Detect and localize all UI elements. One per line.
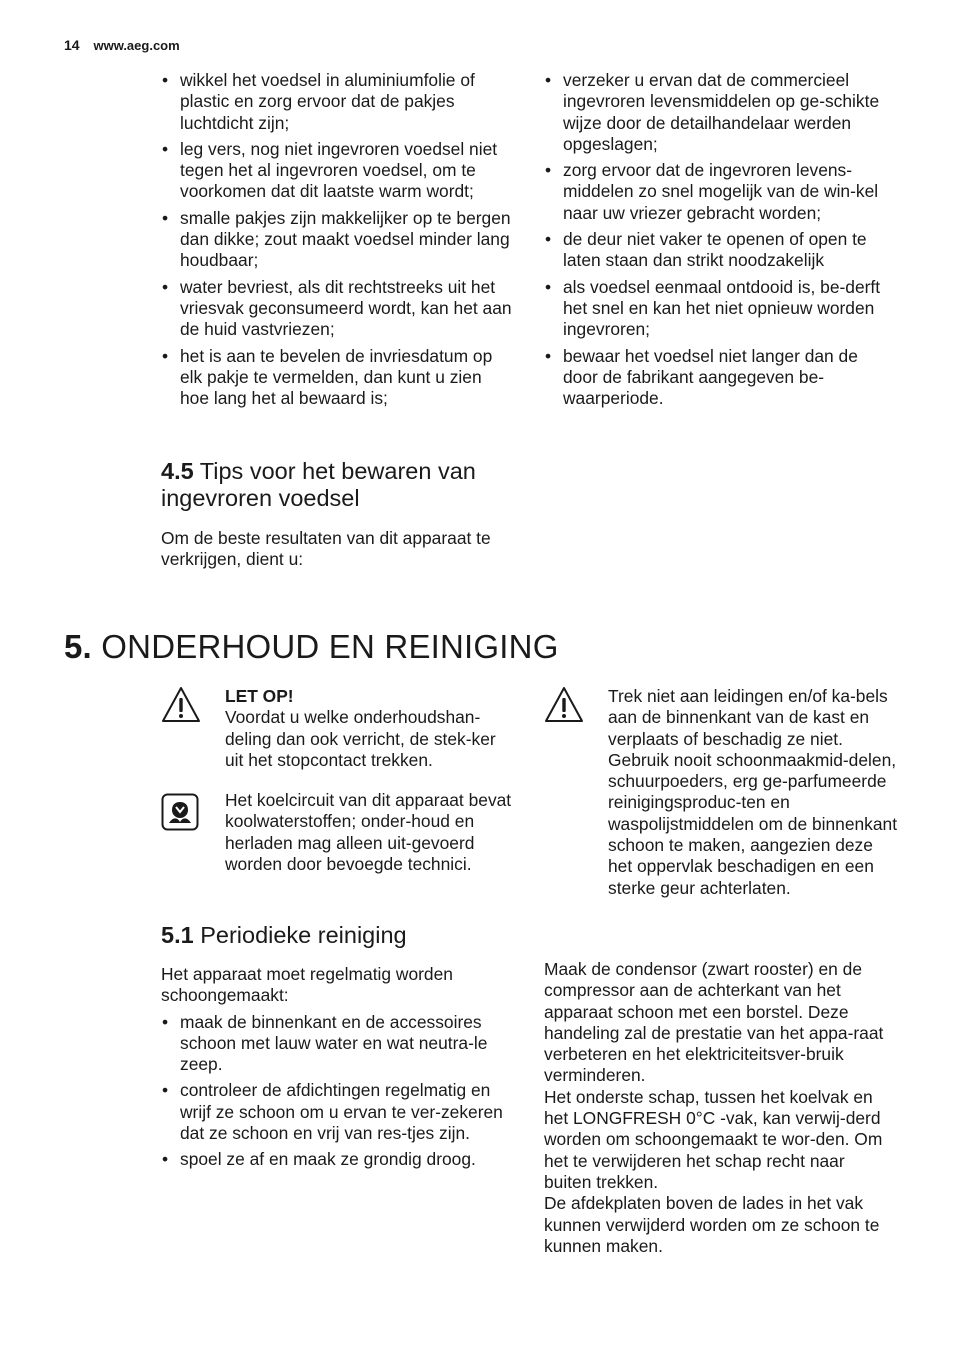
list-item: • maak de binnenkant en de accessoires schoon met lauw water en wat neutra-le zeep. xyxy=(162,1011,488,1075)
freezing-tips-list xyxy=(161,70,513,409)
list-item: • leg vers, nog niet ingevroren voedsel niet tegen het al ingevroren voedsel, om te voorkomen dat dit laatste warm wordt; xyxy=(162,138,498,202)
section-intro: Om de beste resultaten van dit apparaat te verkrijgen, dient u: xyxy=(161,528,491,570)
environment-icon xyxy=(161,793,201,833)
list-item: • wikkel het voedsel in aluminiumfolie of plastic en zorg ervoor dat de pakjes luchtdicht zijn; xyxy=(162,70,475,133)
cleaning-instructions xyxy=(544,959,896,1257)
page-number: 14 xyxy=(64,37,80,53)
list-item: • verzeker u ervan dat de commercieel ingevroren levensmiddelen op ge-schikte wijze door de detailhandelaar werden opgeslagen; xyxy=(545,70,880,154)
warning-label: LET OP! xyxy=(225,686,294,706)
list-item: • als voedsel eenmaal ontdooid is, be-derft het snel en kan het niet opnieuw worden ingevroren; xyxy=(545,276,881,340)
section-heading: 5.1 Periodieke reiniging xyxy=(161,922,407,948)
environment-note xyxy=(161,790,513,900)
paragraph: Maak de condensor (zwart rooster) en de compressor aan de achterkant van het apparaat schoon met een borstel. Deze handeling zal de prestatie van het appa-raat verbeteren en het elektriciteitsver-bruik verminderen. xyxy=(544,959,884,1086)
warning-triangle-icon xyxy=(161,686,201,726)
warning-text: Trek niet aan leidingen en/of ka-bels aan de binnenkant van de kast en verplaats of beschadig ze niet. Gebruik nooit schoonmaakmid-delen, schuurpoeders, erg ge-parfumeerde reinigingsproduc-ten en waspolijstmiddelen om de binnenkant schoon te maken, aangezien deze het oppervlak beschadigen en een sterke geur achterlaten. xyxy=(608,686,898,898)
warning-note-2 xyxy=(544,686,896,946)
top-right-column xyxy=(544,70,896,414)
list-item: • smalle pakjes zijn makkelijker op te bergen dan dikke; zout maakt voedsel minder lang houdbaar; xyxy=(162,207,511,271)
list-item: • spoel ze af en maak ze grondig droog. xyxy=(162,1149,476,1170)
section-heading: 4.5 Tips voor het bewaren van ingevroren voedsel xyxy=(161,458,476,511)
cleaning-steps-list xyxy=(161,1012,513,1171)
storage-tips-list xyxy=(544,70,896,409)
site-url: www.aeg.com xyxy=(93,38,180,53)
list-item: • controleer de afdichtingen regelmatig en wrijf ze schoon om u ervan te ver-zekeren dat ze schoon en vrij van res-tjes zijn. xyxy=(162,1080,503,1144)
page-header xyxy=(64,37,180,53)
top-left-column xyxy=(161,70,513,414)
warning-text: Voordat u welke onderhoudshan-deling dan ook verricht, de stek-ker uit het stopcontact trekken. xyxy=(225,707,496,770)
warning-triangle-icon xyxy=(544,686,584,726)
list-item: • het is aan te bevelen de invriesdatum op elk pakje te vermelden, dan kunt u zien hoe lang het al bewaard is; xyxy=(162,345,493,409)
environment-text: Het koelcircuit van dit apparaat bevat koolwaterstoffen; onder-houd en herladen mag alleen uit-gevoerd worden door bevoegde technici. xyxy=(225,790,512,874)
warning-note xyxy=(161,686,513,776)
list-item: • zorg ervoor dat de ingevroren levens-middelen zo snel mogelijk van de win-kel naar uw vriezer gebracht worden; xyxy=(545,160,879,223)
list-item: • water bevriest, als dit rechtstreeks uit het vriesvak geconsumeerd wordt, kan het aan de huid vastvriezen; xyxy=(162,276,512,340)
paragraph: De afdekplaten boven de lades in het vak kunnen verwijderd worden om ze schoon te kunnen maken. xyxy=(544,1193,880,1256)
chapter-title: 5. ONDERHOUD EN REINIGING xyxy=(64,628,559,665)
list-item: • de deur niet vaker te openen of open te laten staan dan strikt noodzakelijk xyxy=(545,229,867,271)
section-intro: Het apparaat moet regelmatig worden schoongemaakt: xyxy=(161,964,453,1006)
list-item: • bewaar het voedsel niet langer dan de door de fabrikant aangegeven be-waarperiode. xyxy=(545,345,858,409)
section-4-5 xyxy=(161,458,513,571)
section-5-1 xyxy=(161,922,513,1176)
paragraph: Het onderste schap, tussen het koelvak en het LONGFRESH 0°C -vak, kan verwij-derd worden om schoongemaakt te wor-den. Om het te verwijderen het schap recht naar buiten trekken. xyxy=(544,1086,883,1192)
